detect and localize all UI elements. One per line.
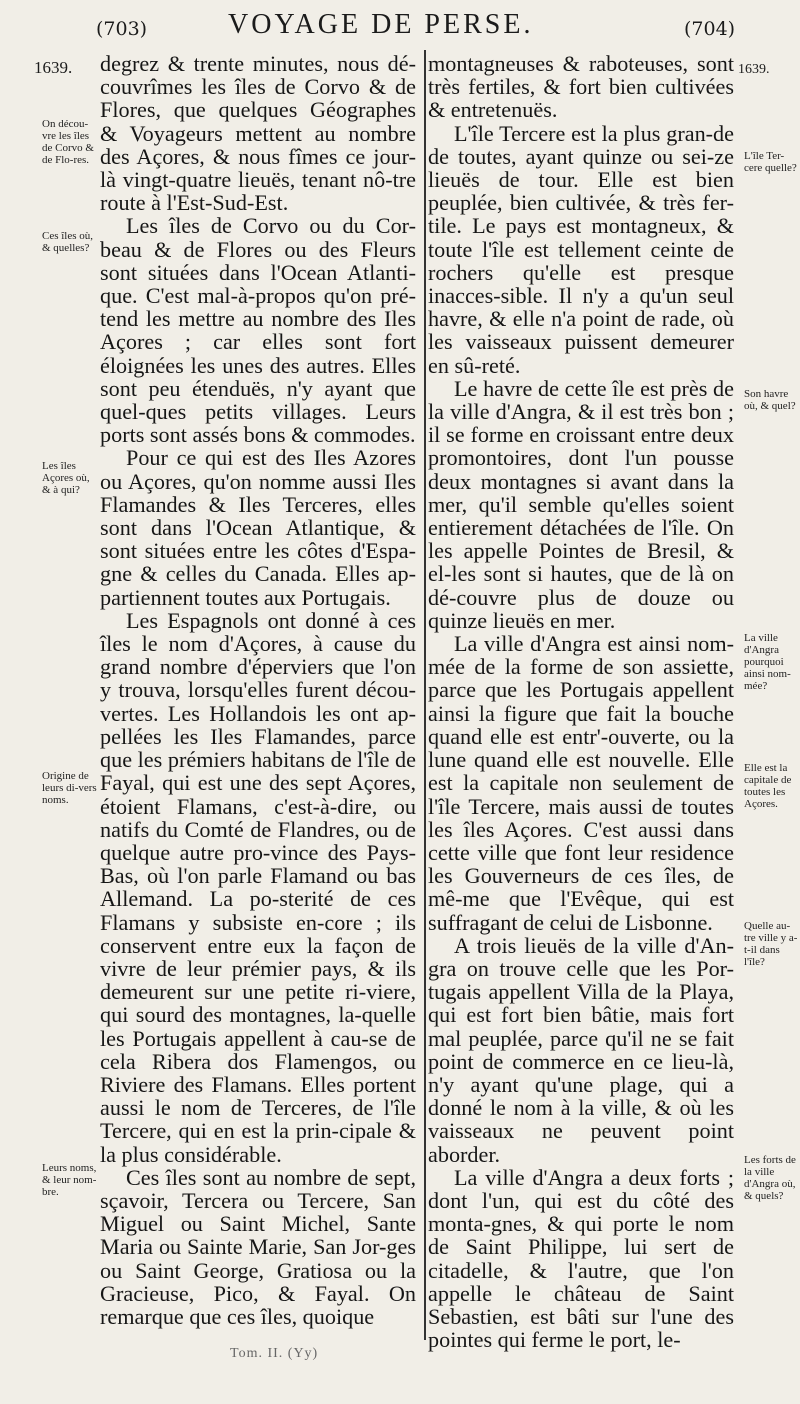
page-number-right: (704)	[684, 18, 736, 40]
margin-note: Origine de leurs di-vers noms.	[42, 770, 97, 806]
margin-note: Son havre où, & quel?	[744, 388, 796, 412]
year-marker-left: 1639.	[34, 58, 73, 77]
running-title: VOYAGE DE PERSE.	[228, 9, 534, 40]
margin-note: Leurs noms, & leur nom-bre.	[42, 1162, 97, 1198]
margin-note: L'île Ter-cere quelle?	[744, 150, 797, 174]
signature-mark: Tom. II. (Yy)	[230, 1346, 319, 1361]
margin-note: Les îles Açores où, & à qui?	[42, 460, 90, 496]
paragraph: Les Espagnols ont donné à ces îles le nom d'Açores, à cause du grand nombre d'éperviers que l'on y trouva, lorsqu'elles furent décou-vertes. Les Hollandois les ont ap-pellées les Iles Flamandes, parce que les prémiers habitans de l'île de Fayal, qui est une des sept Açores, étoient Flamans, c'est-à-dire, ou natifs du Comté de Flandres, ou de quelque autre pro-vince des Pays-Bas, où l'on parle Flamand ou bas Allemand. La po-sterité de ces Flamans y subsiste en-core ; ils conservent entre eux la façon de vivre de leur prémier pays, & ils demeurent sur une petite ri-viere, qui sourd des montagnes, la-quelle les Portugais appellent à cau-se de cela Ribera dos Flamengos, ou Riviere des Flamans. Elles portent aussi le nom de Terceres, de l'île Tercere, qui en est la prin-cipale & la plus considérable.	[100, 607, 416, 1167]
running-header	[0, 6, 800, 46]
paragraph: Les îles de Corvo ou du Cor-beau & de Flores ou des Fleurs sont situées dans l'Ocean Atlanti-que. C'est mal-à-propos qu'on pré-tend les mettre au nombre des Iles Açores ; car elles sont fort éloignées les unes des autres. Elles sont peu étenduës, n'y ayant que quel-ques petits villages. Leurs ports sont assés bons & commodes.	[100, 213, 416, 448]
margin-note: La ville d'Angra pourquoi ainsi nom-mée?	[744, 632, 791, 692]
column-divider	[424, 50, 426, 1340]
paragraph: La ville d'Angra a deux forts ; dont l'un, qui est du côté des monta-gnes, & qui porte le nom de Saint Philippe, lui sert de citadelle, & l'autre, que l'on appelle le château de Saint Sebastien, est bâti sur l'une des pointes qui ferme le port, le-	[428, 1164, 734, 1353]
text-column-left	[100, 52, 416, 1328]
paragraph: A trois lieuës de la ville d'An-gra on trouve celle que les Por-tugais appellent Villa de la Playa, qui est fort bien bâtie, mais fort mal peuplée, parce qu'il ne se fait point de commerce en ce lieu-là, n'y ayant qu'une plage, qui a donné le nom à la ville, & où les vaisseaux ne peuvent point aborder.	[428, 932, 734, 1167]
paragraph: montagneuses & raboteuses, sont très fertiles, & fort bien cultivées & entretenuës.	[428, 51, 734, 123]
margin-note: Quelle au-tre ville y a-t-il dans l'île?	[744, 920, 798, 968]
paragraph: L'île Tercere est la plus gran-de de toutes, ayant quinze ou sei-ze lieuës de tour. Elle est bien peuplée, bien cultivée, & très fer-tile. Le pays est montagneux, & toute l'île est tellement ceinte de rochers qu'elle est presque inacces-sible. Il n'y a qu'un seul havre, & elle n'a point de rade, où les vaisseaux puissent demeurer en sû-reté.	[428, 120, 734, 378]
margin-note: On décou-vre les îles de Corvo & de Flo-res.	[42, 118, 94, 166]
paragraph: degrez & trente minutes, nous dé-couvrîmes les îles de Corvo & de Flores, que quelques Géographes & Voyageurs mettent au nombre des Açores, & nous fîmes ce jour-là vingt-quatre lieuës, tenant nô-tre route à l'Est-Sud-Est.	[100, 51, 416, 216]
text-column-right	[428, 52, 734, 1351]
year-marker-right: 1639.	[738, 62, 770, 77]
paragraph: Ces îles sont au nombre de sept, sçavoir, Tercera ou Tercere, San Miguel ou Saint Michel, Sante Maria ou Sainte Marie, San Jor-ges ou Saint George, Gratiosa ou la Gracieuse, Pico, & Fayal. On remarque que ces îles, quoique	[100, 1164, 416, 1329]
paragraph: La ville d'Angra est ainsi nom-mée de la forme de son assiette, parce que les Portugais appellent ainsi la figure que fait la bouche quand elle est entr'-ouverte, ou la lune quand elle est nouvelle. Elle est la capitale non seulement de l'île Tercere, mais aussi de toutes les îles Açores. C'est aussi dans cette ville que font leur residence les Gouverneurs de ces îles, de mê-me que l'Evêque, qui est suffragant de celui de Lisbonne.	[428, 631, 734, 935]
margin-note: Les forts de la ville d'Angra où, & quels?	[744, 1154, 796, 1202]
margin-note: Elle est la capitale de toutes les Açores.	[744, 762, 792, 810]
paragraph: Le havre de cette île est près de la ville d'Angra, & il est très bon ; il se forme en croissant entre deux promontoires, dont l'un pousse deux montagnes si avant dans la mer, qu'il semble qu'elles soient entierement détachées de l'île. On les appelle Pointes de Bresil, & el-les sont si hautes, que de là on dé-couvre plus de douze ou quinze lieuës en mer.	[428, 375, 734, 633]
paragraph: Pour ce qui est des Iles Azores ou Açores, qu'on nomme aussi Iles Flamandes & Iles Terceres, elles sont dans l'Ocean Atlantique, & sont situées entre les côtes d'Espa-gne & celles du Canada. Elles ap-partiennent toutes aux Portugais.	[100, 445, 416, 610]
page-number-left: (703)	[96, 18, 148, 40]
margin-note: Ces îles où, & quelles?	[42, 230, 94, 254]
